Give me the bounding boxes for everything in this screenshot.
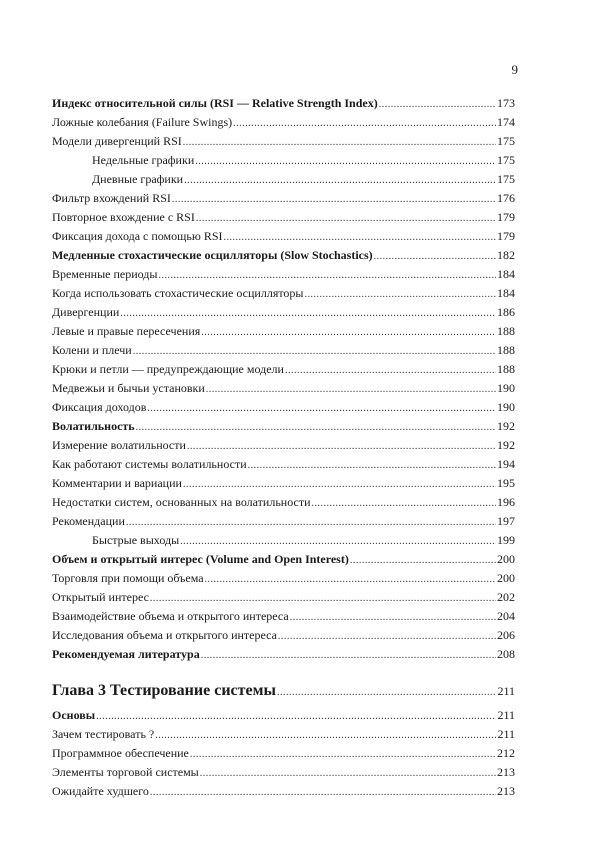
toc-entry-title: Волатильность	[52, 419, 135, 433]
dot-leader	[233, 114, 496, 133]
table-of-contents	[52, 94, 515, 801]
toc-entry[interactable]	[52, 782, 515, 801]
dot-leader	[183, 475, 496, 494]
dot-leader	[196, 209, 496, 228]
dot-leader	[96, 707, 496, 726]
toc-entry-page: 186	[497, 305, 515, 319]
dot-leader	[285, 361, 496, 380]
toc-entry-page: 212	[497, 746, 515, 760]
toc-entry-section[interactable]	[52, 706, 515, 725]
dot-leader	[187, 437, 496, 456]
toc-entry-page: 179	[497, 229, 515, 243]
toc-entry-page: 173	[497, 96, 515, 110]
toc-entry-title: Колени и плечи	[52, 343, 132, 357]
toc-entry-title: Недостатки систем, основанных на волатильности	[52, 495, 311, 509]
toc-entry-title: Зачем тестировать ?	[52, 727, 155, 741]
toc-entry-page: 188	[497, 343, 515, 357]
toc-entry-title: Ожидайте худшего	[52, 784, 149, 798]
toc-entry-page: 192	[497, 438, 515, 452]
toc-entry-title: Дневные графики	[92, 172, 184, 186]
toc-entry[interactable]	[52, 322, 515, 341]
dot-leader	[248, 456, 496, 475]
dot-leader	[224, 228, 497, 247]
toc-entry-page: 188	[497, 362, 515, 376]
dot-leader	[201, 323, 496, 342]
toc-entry-title: Повторное вхождение с RSI	[52, 210, 195, 224]
toc-entry-title: Открытый интерес	[52, 590, 149, 604]
toc-entry-page: 179	[497, 210, 515, 224]
dot-leader	[312, 494, 496, 513]
toc-entry-title: Элементы торговой системы	[52, 765, 199, 779]
toc-entry-title: Временные периоды	[52, 267, 158, 281]
toc-entry-title: Индекс относительной силы (RSI — Relative Strength Index)	[52, 96, 378, 110]
toc-entry-page: 200	[497, 552, 515, 566]
toc-entry[interactable]	[52, 208, 515, 227]
dot-leader	[205, 570, 496, 589]
toc-entry[interactable]	[52, 341, 515, 360]
toc-entry[interactable]	[52, 398, 515, 417]
toc-entry-page: 175	[497, 153, 515, 167]
toc-entry-page: 195	[497, 476, 515, 490]
toc-entry[interactable]	[52, 569, 515, 588]
toc-chapter-title: Глава 3 Тестирование системы	[52, 682, 276, 699]
toc-entry-page: 196	[497, 495, 515, 509]
toc-entry[interactable]	[52, 455, 515, 474]
toc-entry-title: Фиксация дохода с помощью RSI	[52, 229, 223, 243]
dot-leader	[350, 551, 496, 570]
toc-entry[interactable]	[52, 284, 515, 303]
dot-leader	[133, 342, 496, 361]
toc-entry-page: 174	[497, 115, 515, 129]
toc-entry-title: Модели дивергенций RSI	[52, 134, 182, 148]
dot-leader	[190, 745, 496, 764]
toc-entry-title: Как работают системы волатильности	[52, 457, 247, 471]
toc-entry[interactable]	[52, 379, 515, 398]
toc-entry-title: Рекомендации	[52, 514, 125, 528]
toc-entry-title: Исследования объема и открытого интереса	[52, 628, 277, 642]
toc-entry[interactable]	[52, 436, 515, 455]
toc-entry-page: 175	[497, 172, 515, 186]
toc-entry-title: Основы	[52, 708, 96, 722]
dot-leader	[158, 266, 496, 285]
toc-entry-title: Крюки и петли — предупреждающие модели	[52, 362, 284, 376]
toc-entry-page: 206	[497, 628, 515, 642]
dot-leader	[201, 646, 496, 665]
toc-entry[interactable]	[52, 474, 515, 493]
dot-leader	[150, 589, 496, 608]
toc-entry[interactable]	[52, 303, 515, 322]
toc-entry[interactable]	[52, 360, 515, 379]
dot-leader	[172, 190, 496, 209]
dot-leader	[126, 513, 496, 532]
toc-entry-section[interactable]	[52, 417, 515, 436]
toc-subentry[interactable]	[52, 531, 515, 550]
toc-entry-page: 188	[497, 324, 515, 338]
toc-entry-title: Когда использовать стохастические осцилляторы	[52, 286, 304, 300]
toc-entry-page: 213	[497, 765, 515, 779]
toc-entry-title: Медвежьи и бычьи установки	[52, 381, 205, 395]
dot-leader	[278, 627, 496, 646]
page-number: 9	[511, 62, 518, 77]
toc-entry[interactable]	[52, 626, 515, 645]
dot-leader	[290, 608, 496, 627]
dot-leader	[183, 133, 496, 152]
toc-entry-title: Торговля при помощи объема	[52, 571, 204, 585]
toc-entry[interactable]	[52, 493, 515, 512]
toc-entry-title: Быстрые выходы	[92, 533, 180, 547]
toc-entry-page: 213	[497, 784, 515, 798]
toc-entry-page: 197	[497, 514, 515, 528]
toc-entry[interactable]	[52, 265, 515, 284]
toc-entry-page: 211	[497, 708, 515, 722]
toc-entry-page: 204	[497, 609, 515, 623]
toc-entry[interactable]	[52, 763, 515, 782]
toc-entry-page: 194	[497, 457, 515, 471]
toc-entry-page: 175	[497, 134, 515, 148]
toc-entry-title: Дивергенции	[52, 305, 120, 319]
dot-leader	[200, 764, 496, 783]
toc-entry-title: Комментарии и вариации	[52, 476, 182, 490]
toc-entry-section[interactable]	[52, 645, 515, 664]
toc-entry-page: 211	[497, 727, 515, 741]
toc-entry[interactable]	[52, 132, 515, 151]
toc-entry[interactable]	[52, 189, 515, 208]
toc-entry-title: Недельные графики	[92, 153, 195, 167]
toc-entry-page: 184	[497, 286, 515, 300]
dot-leader	[136, 418, 496, 437]
dot-leader	[180, 532, 496, 551]
toc-entry-page: 176	[497, 191, 515, 205]
toc-entry-title: Фильтр вхождений RSI	[52, 191, 171, 205]
dot-leader	[147, 399, 496, 418]
toc-entry[interactable]	[52, 607, 515, 626]
dot-leader	[195, 152, 496, 171]
toc-entry-page: 192	[497, 419, 515, 433]
toc-entry-page: 199	[497, 533, 515, 547]
dot-leader	[206, 380, 496, 399]
toc-entry-page: 200	[497, 571, 515, 585]
toc-entry-title: Фиксация доходов	[52, 400, 147, 414]
dot-leader	[379, 95, 496, 114]
toc-entry-page: 190	[497, 400, 515, 414]
toc-entry-section[interactable]	[52, 94, 515, 113]
toc-entry-page: 211	[497, 684, 515, 698]
toc-entry-title: Программное обеспечение	[52, 746, 189, 760]
toc-entry-page: 184	[497, 267, 515, 281]
toc-entry-title: Медленные стохастические осцилляторы (Slow Stochastics)	[52, 248, 373, 262]
dot-leader	[305, 285, 497, 304]
toc-entry-title: Ложные колебания (Failure Swings)	[52, 115, 233, 129]
toc-entry-title: Рекомендуемая литература	[52, 647, 200, 661]
toc-entry[interactable]	[52, 588, 515, 607]
dot-leader	[155, 726, 496, 745]
toc-entry-page: 190	[497, 381, 515, 395]
toc-entry-title: Объем и открытый интерес (Volume and Open Interest)	[52, 552, 349, 566]
toc-subentry[interactable]	[52, 151, 515, 170]
toc-entry-title: Взаимодействие объема и открытого интереса	[52, 609, 289, 623]
toc-entry-page: 208	[497, 647, 515, 661]
dot-leader	[184, 171, 496, 190]
toc-entry[interactable]	[52, 512, 515, 531]
toc-entry[interactable]	[52, 113, 515, 132]
toc-chapter[interactable]	[52, 678, 515, 704]
toc-entry[interactable]	[52, 744, 515, 763]
toc-entry-page: 202	[497, 590, 515, 604]
toc-entry[interactable]	[52, 227, 515, 246]
toc-entry-title: Левые и правые пересечения	[52, 324, 201, 338]
toc-entry-page: 182	[497, 248, 515, 262]
dot-leader	[120, 304, 496, 323]
toc-entry[interactable]	[52, 725, 515, 744]
dot-leader	[374, 247, 496, 266]
toc-entry-title: Измерение волатильности	[52, 438, 186, 452]
toc-entry-section[interactable]	[52, 550, 515, 569]
toc-entry-section[interactable]	[52, 246, 515, 265]
toc-subentry[interactable]	[52, 170, 515, 189]
dot-leader	[150, 783, 496, 802]
dot-leader	[277, 680, 496, 706]
